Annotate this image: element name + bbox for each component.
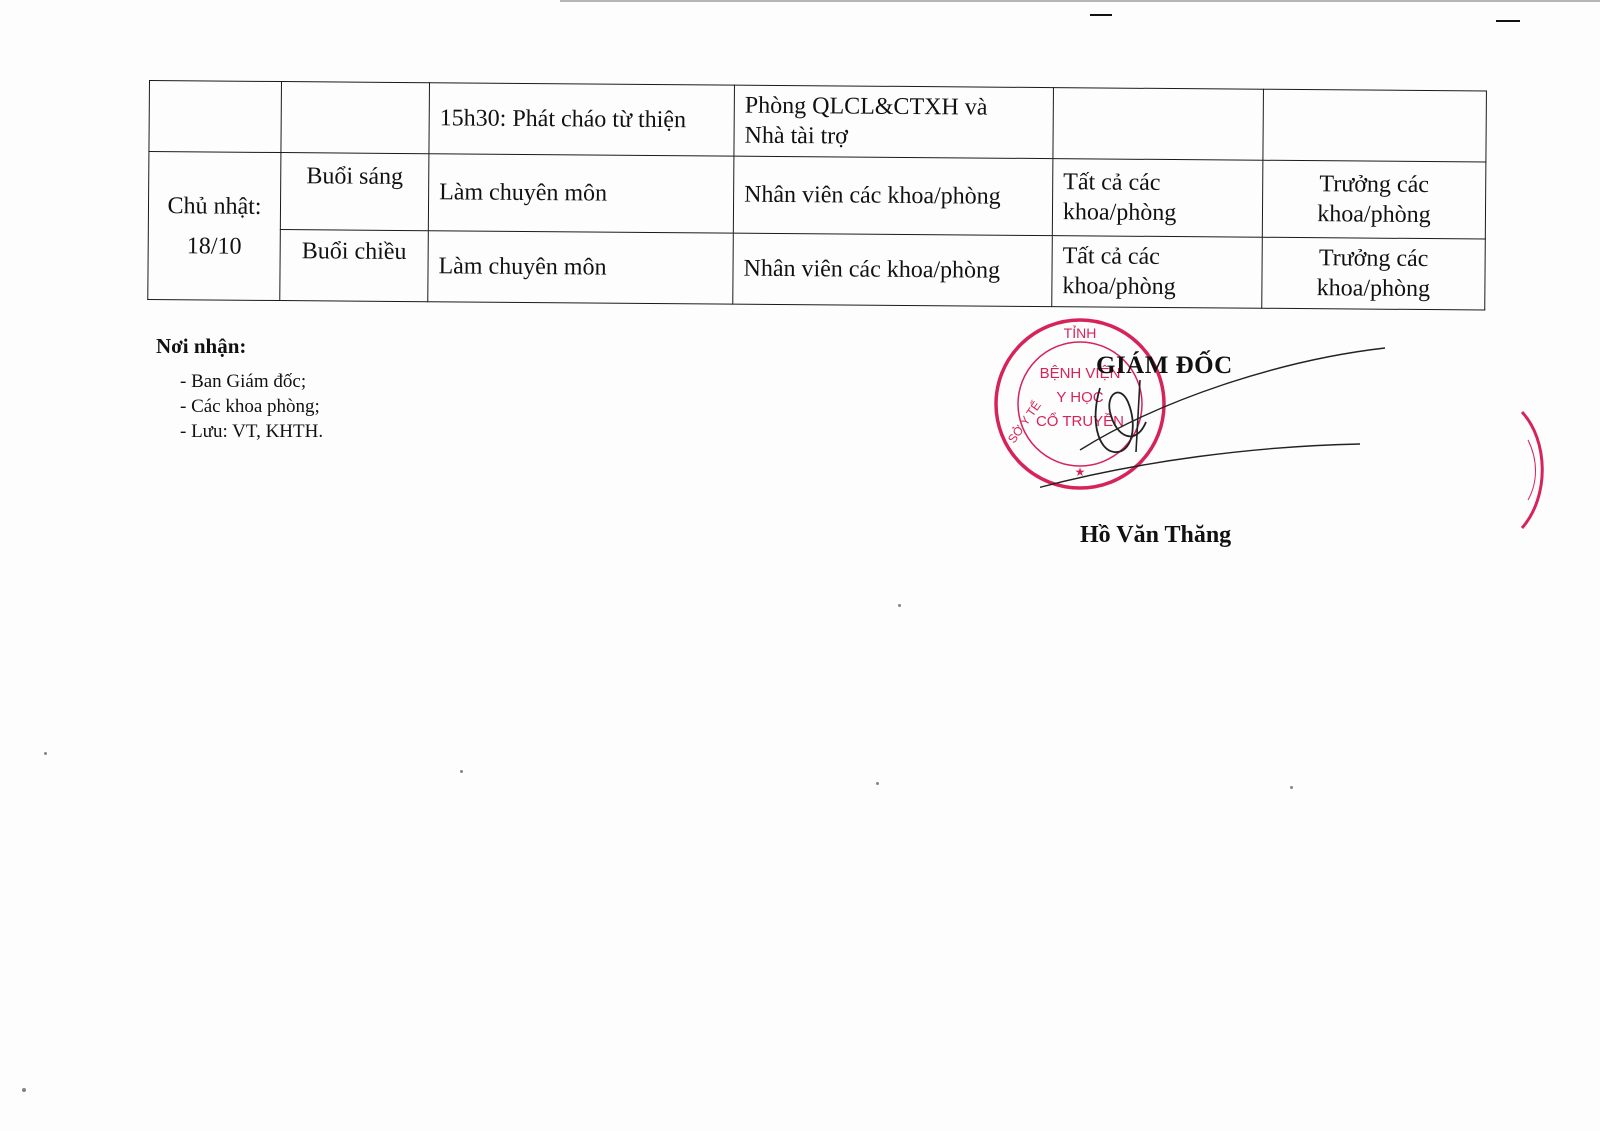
location-cell xyxy=(1052,236,1263,309)
stamp-ring-text: SỞ Y TẾ xyxy=(1004,398,1044,446)
responsible-cell xyxy=(1263,89,1487,162)
participants-cell xyxy=(734,85,1054,159)
day-date: 18/10 xyxy=(186,232,242,260)
scan-speck xyxy=(898,604,901,607)
location-line: khoa/phòng xyxy=(1062,199,1177,227)
list-item: - Ban Giám đốc; xyxy=(180,369,323,394)
table-row xyxy=(148,228,1486,309)
table-row xyxy=(149,81,1487,162)
scan-speck xyxy=(22,1088,26,1092)
day-cell xyxy=(148,152,281,301)
recipients-block xyxy=(156,334,323,444)
list-item: - Các khoa phòng; xyxy=(180,394,323,419)
participants-line: Nhà tài trợ xyxy=(744,122,849,150)
signatory-title: GIÁM ĐỐC xyxy=(1096,352,1233,379)
scan-speck xyxy=(460,770,463,773)
activity-cell: Làm chuyên môn xyxy=(428,154,734,233)
recipients-title: Nơi nhận: xyxy=(156,334,247,358)
participants-cell: Nhân viên các khoa/phòng xyxy=(733,233,1053,307)
location-line: Tất cả các xyxy=(1062,243,1160,270)
responsible-line: khoa/phòng xyxy=(1316,275,1431,303)
scan-mark xyxy=(1090,14,1112,16)
responsible-line: khoa/phòng xyxy=(1317,201,1431,229)
session-cell: Buổi sáng xyxy=(280,153,429,231)
scan-speck xyxy=(876,782,879,785)
signatory-name: Hồ Văn Thăng xyxy=(1080,522,1232,548)
day-cell xyxy=(149,81,282,153)
scan-speck xyxy=(44,752,47,755)
participants-line: Phòng QLCL&CTXH và xyxy=(744,92,988,121)
scan-speck xyxy=(1290,786,1293,789)
location-line: Tất cả các xyxy=(1063,169,1161,196)
activity-cell: 15h30: Phát cháo từ thiện xyxy=(429,83,735,156)
stamp-line: BỆNH VIỆN xyxy=(1039,365,1121,382)
recipients-list xyxy=(156,369,323,444)
responsible-cell xyxy=(1262,237,1486,310)
day-label: Chủ nhật: xyxy=(167,192,262,220)
scan-mark xyxy=(1496,20,1520,22)
location-cell xyxy=(1052,159,1263,238)
list-item: - Lưu: VT, KHTH. xyxy=(180,419,323,444)
session-cell xyxy=(281,82,430,154)
location-cell xyxy=(1053,88,1264,161)
responsible-cell xyxy=(1262,160,1486,239)
stamp-line: CỔ TRUYỀN xyxy=(1035,413,1125,430)
schedule-table xyxy=(147,80,1487,311)
participants-cell: Nhân viên các khoa/phòng xyxy=(733,156,1053,236)
location-line: khoa/phòng xyxy=(1062,273,1176,301)
responsible-line: Trưởng các xyxy=(1319,171,1430,199)
stamp-line: Y HỌC xyxy=(1056,389,1104,406)
stamp-star-icon: ★ xyxy=(1074,465,1086,479)
responsible-line: Trưởng các xyxy=(1318,245,1429,273)
session-cell: Buổi chiều xyxy=(280,230,429,302)
table-row xyxy=(148,152,1486,239)
page-top-edge-line xyxy=(560,0,1600,2)
partial-stamp-edge xyxy=(1520,410,1560,530)
stamp-top-text: TỈNH xyxy=(1063,325,1097,341)
activity-cell: Làm chuyên môn xyxy=(428,231,734,304)
